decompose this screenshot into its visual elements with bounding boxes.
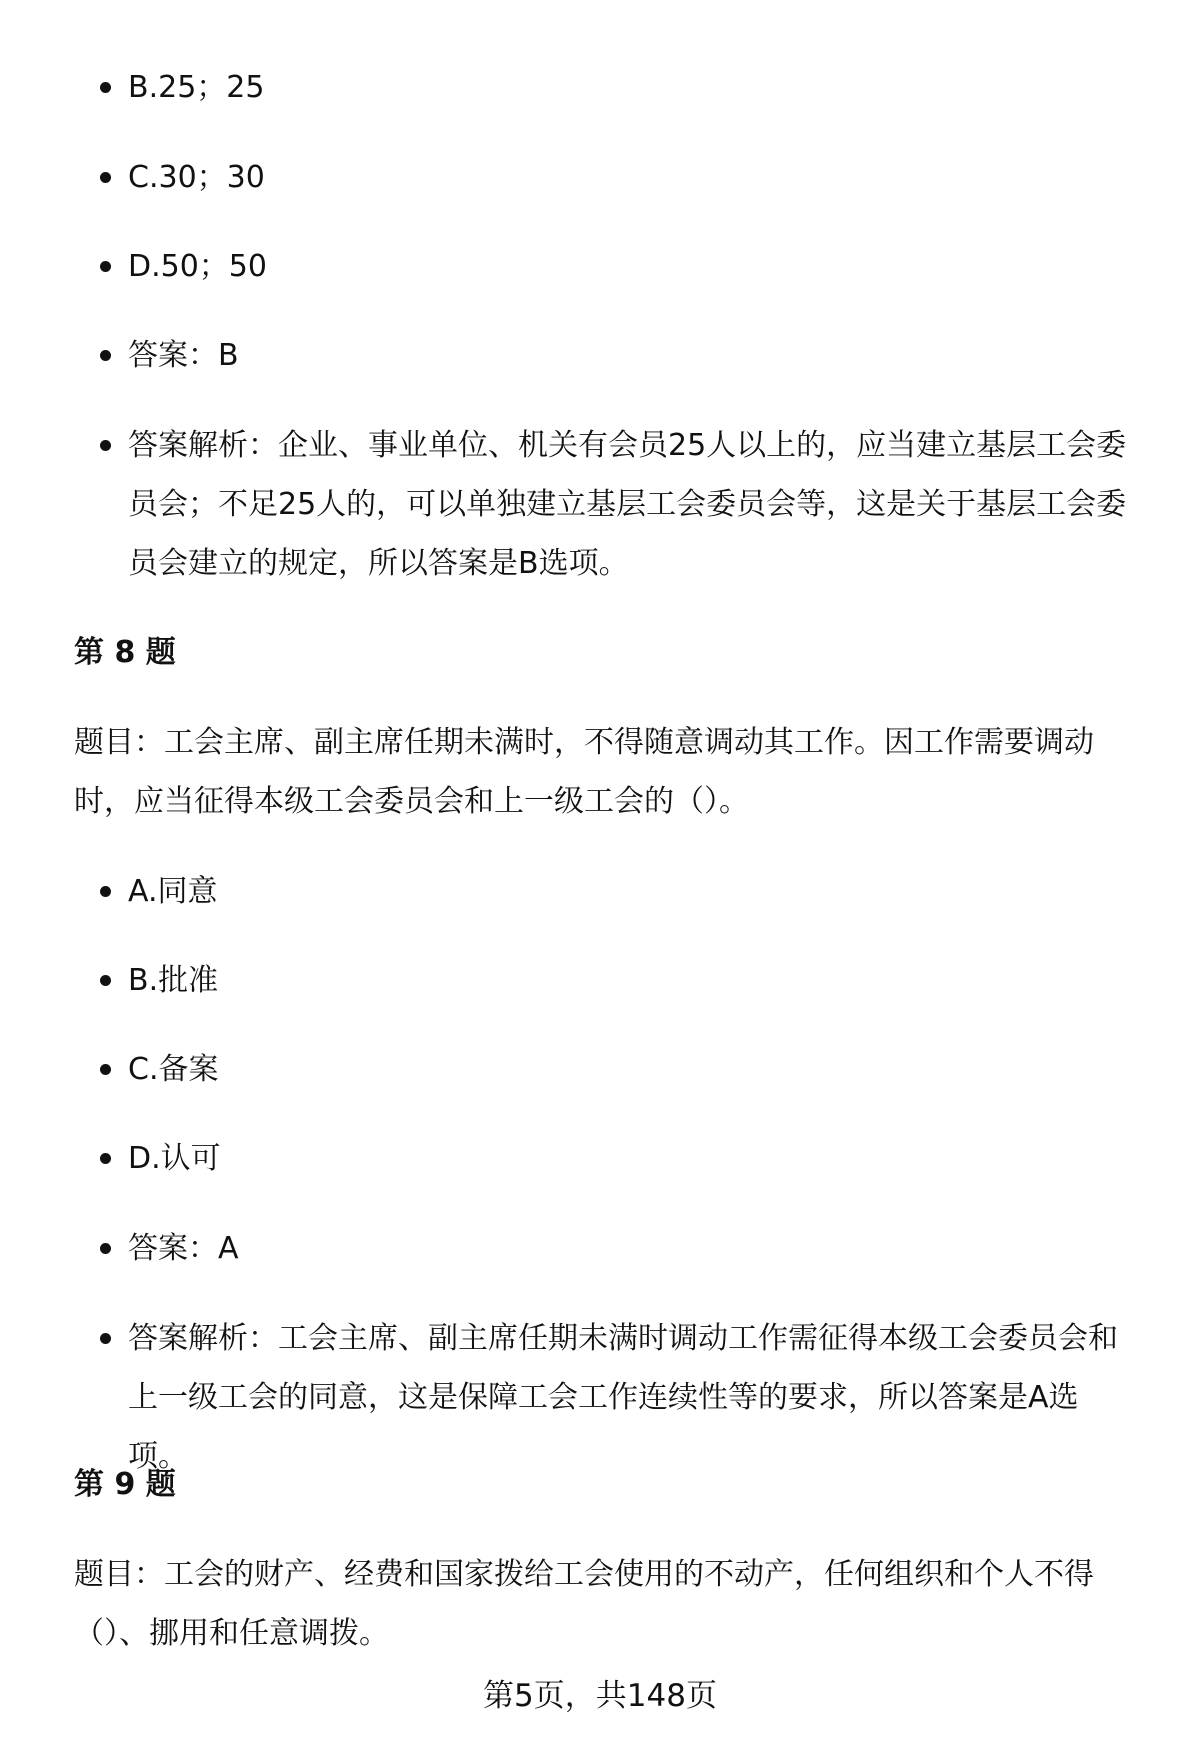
q8-option-b: B.批准 (128, 951, 1138, 1010)
q7-option-c: C.30；30 (128, 148, 1138, 207)
q9-heading: 第 9 题 (74, 1467, 176, 1502)
q8-heading: 第 8 题 (74, 635, 176, 670)
q8-option-c: C.备案 (128, 1040, 1138, 1099)
q8-analysis: 答案解析：工会主席、副主席任期未满时调动工作需征得本级工会委员会和上一级工会的同意，这是保障工会工作连续性等的要求，所以答案是A选项。 (128, 1309, 1138, 1486)
q8-answer: 答案：A (128, 1219, 1138, 1278)
q7-answer: 答案：B (128, 326, 1138, 385)
q7-analysis: 答案解析：企业、事业单位、机关有会员25人以上的，应当建立基层工会委员会；不足25人的，可以单独建立基层工会委员会等，这是关于基层工会委员会建立的规定，所以答案是B选项。 (128, 416, 1138, 593)
q9-question: 题目：工会的财产、经费和国家拨给工会使用的不动产，任何组织和个人不得（）、挪用和任意调拨。 (74, 1557, 1094, 1651)
q8-option-d: D.认可 (128, 1129, 1138, 1188)
q7-option-b: B.25；25 (128, 58, 1138, 117)
q8-question: 题目：工会主席、副主席任期未满时，不得随意调动其工作。因工作需要调动时，应当征得本级工会委员会和上一级工会的（）。 (74, 725, 1094, 819)
page-number-footer: 第5页，共148页 (483, 1678, 717, 1714)
q8-option-a: A.同意 (128, 862, 1138, 921)
q7-option-d: D.50；50 (128, 237, 1138, 296)
